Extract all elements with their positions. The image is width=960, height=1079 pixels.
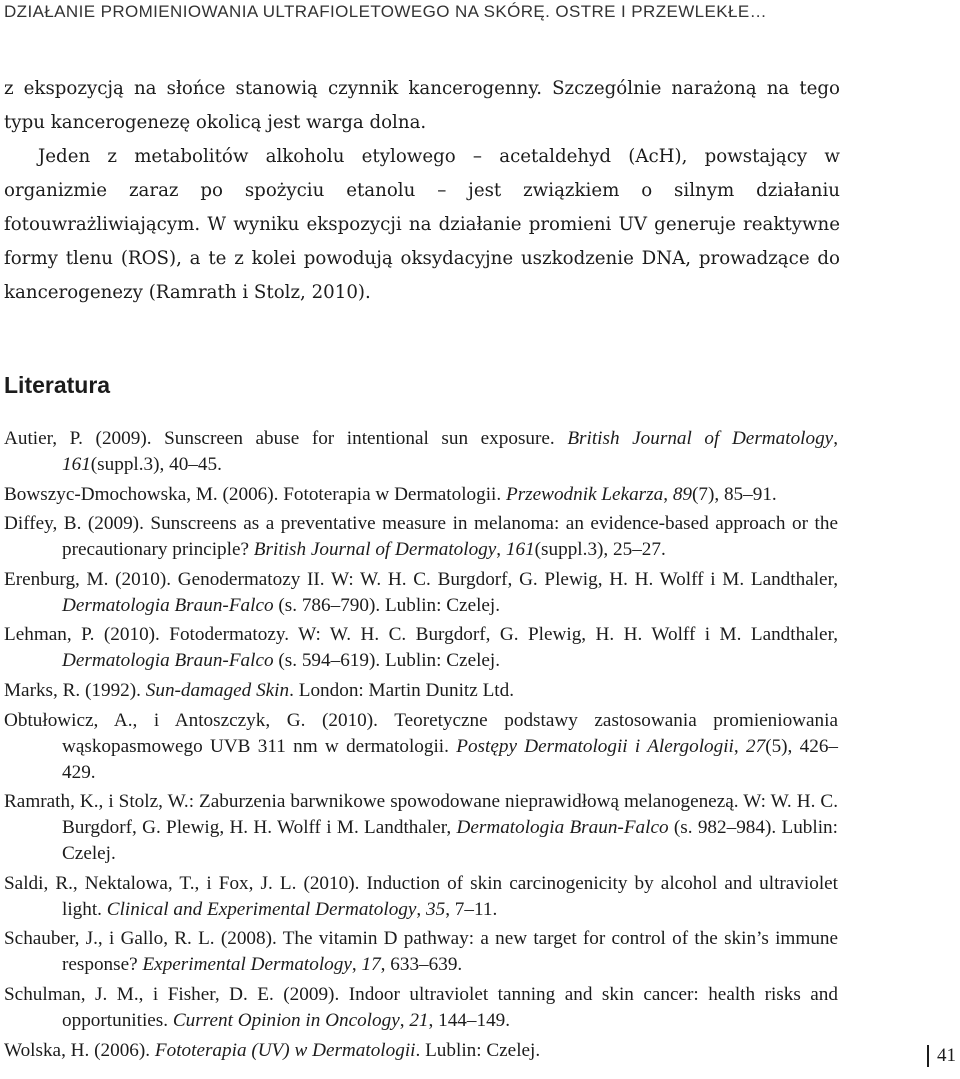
reference-item (4, 426, 838, 478)
reference-text: (suppl.3), 25–27. (534, 539, 666, 561)
reference-text: , (496, 539, 506, 561)
reference-text: , 633–639. (380, 954, 463, 976)
reference-text: Autier, P. (2009). Sunscreen abuse for intentional sun exposure. (4, 428, 568, 449)
reference-text: (5), 426–429. (62, 735, 839, 783)
reference-text: Schulman, J. M., i Fisher, D. E. (2009). Indoor ultraviolet tanning and skin cancer: health risks and opportunities. (4, 983, 838, 1031)
reference-italic: 35 (426, 898, 446, 920)
page-number: 41 (927, 1045, 956, 1067)
reference-text: Marks, R. (1992). (4, 679, 146, 701)
section-title-literatura: Literatura (4, 372, 111, 398)
reference-item (4, 1038, 838, 1064)
reference-text: . London: Martin Dunitz Ltd. (289, 679, 515, 701)
reference-text: , (399, 1009, 410, 1031)
reference-item (4, 871, 838, 923)
reference-italic: Dermatologia Braun-Falco (62, 594, 274, 616)
reference-item (4, 622, 838, 674)
reference-text: (suppl.3), 40–45. (90, 454, 222, 475)
reference-item (4, 926, 838, 978)
reference-text: (s. 786–790). Lublin: Czelej. (273, 594, 501, 616)
reference-item (4, 708, 838, 786)
reference-italic: Fototerapia (UV) w Dermatologii (154, 1039, 416, 1061)
reference-italic: 27 (746, 735, 766, 757)
reference-italic: 17 (361, 954, 381, 976)
reference-italic: Experimental Dermatology (142, 954, 352, 976)
reference-italic: Dermatologia Braun-Falco (456, 817, 669, 839)
reference-italic: Przewodnik Lekarza (505, 483, 664, 505)
reference-italic: Sun-damaged Skin (145, 679, 290, 701)
reference-italic: Current Opinion in Oncology (172, 1009, 400, 1031)
reference-text: Obtułowicz, A., i Antoszczyk, G. (2010). Teoretyczne podstawy zastosowania promieniowania wąskopasmowego UVB 311 nm w dermatologii. (4, 709, 838, 757)
body-text (4, 72, 840, 310)
reference-italic: British Journal of Dermatology (567, 428, 834, 449)
reference-text: , (733, 735, 746, 757)
running-head: DZIAŁANIE PROMIENIOWANIA ULTRAFIOLETOWEGO NA SKÓRĘ. OSTRE I PRZEWLEKŁE… (4, 2, 767, 21)
reference-item (4, 482, 838, 508)
reference-text: Ramrath, K., i Stolz, W.: Zaburzenia barwnikowe spowodowane nieprawidłową melanogenezą. W: W. H. C. Burgdorf, G. Plewig, H. H. Wolff i M. Landthaler, (4, 791, 838, 839)
paragraph-acetaldehyde: Jeden z metabolitów alkoholu etylowego – acetaldehyd (AcH), powstający w organizmie zaraz po spożyciu etanolu – jest związkiem o silnym działaniu fotouwrażliwiającym. W wyniku ekspozycji na działanie promieni UV generuje reaktywne formy tlenu (ROS), a te z kolei powodują oksydacyjne uszkodzenie DNA, prowadzące do kancerogenezy (Ramrath i Stolz, 2010). (4, 146, 840, 303)
reference-italic: Clinical and Experimental Dermatology (106, 898, 417, 920)
reference-text: Bowszyc-Dmochowska, M. (2006). Fototerapia w Dermatologii. (4, 483, 506, 505)
reference-italic: 161 (505, 539, 535, 561)
reference-text: Lehman, P. (2010). Fotodermatozy. W: W. H. C. Burgdorf, G. Plewig, H. H. Wolff i M. Landthaler, (4, 624, 838, 646)
reference-text: (s. 982–984). Lublin: Czelej. (62, 817, 838, 865)
reference-text: Erenburg, M. (2010). Genodermatozy II. W: W. H. C. Burgdorf, G. Plewig, H. H. Wolff i M. Landthaler, (4, 568, 838, 590)
reference-text: Schauber, J., i Gallo, R. L. (2008). The vitamin D pathway: a new target for control of the skin’s immune response? (4, 928, 838, 976)
reference-italic: 161 (62, 454, 91, 475)
reference-text: (s. 594–619). Lublin: Czelej. (273, 650, 501, 672)
reference-text: , (416, 898, 426, 920)
reference-italic: Postępy Dermatologii i Alergologii (456, 735, 734, 757)
reference-item (4, 789, 838, 867)
reference-text: Wolska, H. (2006). (4, 1039, 155, 1061)
reference-item (4, 567, 838, 619)
reference-text: . Lublin: Czelej. (415, 1039, 541, 1061)
reference-text: , 144–149. (428, 1009, 511, 1031)
reference-text: Saldi, R., Nektalowa, T., i Fox, J. L. (2010). Induction of skin carcinogenicity by alcohol and ultraviolet light. (4, 872, 838, 920)
paragraph-continued: z ekspozycją na słońce stanowią czynnik kancerogenny. Szczególnie narażoną na tego typu kancerogenezę okolicą jest warga dolna. (4, 78, 840, 133)
reference-italic: 21 (409, 1009, 429, 1031)
reference-text: , (351, 954, 362, 976)
reference-text: , (663, 483, 673, 505)
reference-item (4, 678, 838, 704)
reference-item (4, 982, 838, 1034)
reference-item (4, 511, 838, 563)
reference-list (4, 426, 838, 1067)
reference-text: , 7–11. (445, 898, 498, 920)
reference-italic: 89 (672, 483, 692, 505)
reference-text: (7), 85–91. (692, 483, 777, 505)
reference-italic: Dermatologia Braun-Falco (62, 650, 274, 672)
reference-italic: British Journal of Dermatology (253, 539, 497, 561)
reference-text: Diffey, B. (2009). Sunscreens as a preventative measure in melanoma: an evidence-based approach or the precautionary principle? (4, 513, 838, 561)
reference-text: , (833, 428, 838, 449)
